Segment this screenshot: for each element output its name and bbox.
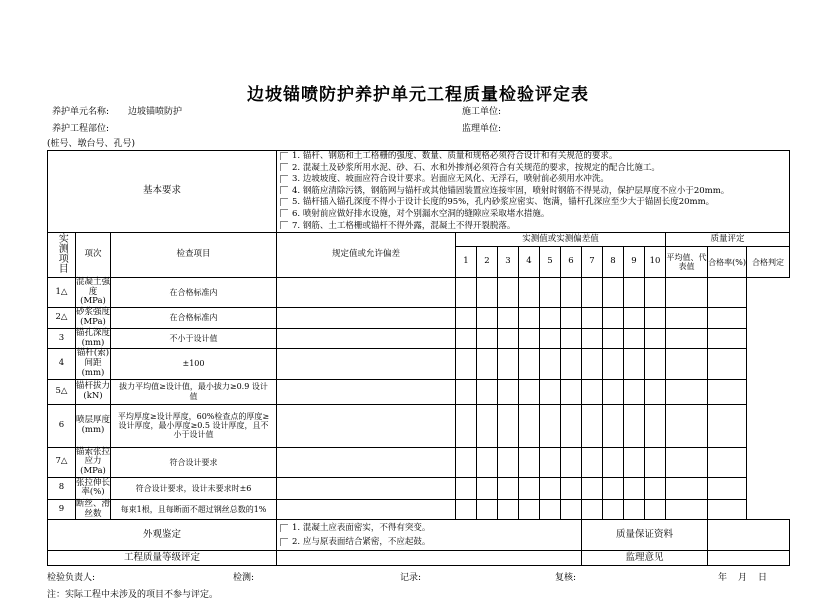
- footer-note: 注：实际工程中未涉及的项目不参与评定。: [47, 590, 219, 601]
- basic-requirement-text: 7. 钢筋、土工格栅或锚杆不得外露，混凝土不得开裂脱落。: [292, 220, 516, 231]
- value-cell[interactable]: [277, 308, 456, 329]
- table-row: [48, 277, 790, 307]
- value-cell[interactable]: [624, 404, 645, 447]
- inspection-table: [47, 150, 790, 566]
- row-spec: ±100: [111, 349, 277, 379]
- row-item: 喷层厚度(mm): [76, 404, 111, 447]
- footer-note-row: [47, 585, 789, 602]
- value-col-header: 5: [540, 247, 561, 278]
- row-spec: 不小于设计值: [111, 328, 277, 349]
- footer-month: 月: [738, 573, 748, 584]
- value-cell[interactable]: [277, 499, 456, 520]
- basic-requirement-item: [280, 163, 789, 175]
- value-cell[interactable]: [477, 379, 498, 404]
- value-cell[interactable]: [708, 499, 747, 520]
- value-cell[interactable]: [666, 328, 708, 349]
- checkbox[interactable]: [280, 175, 288, 183]
- value-cell[interactable]: [277, 447, 456, 477]
- value-cell[interactable]: [645, 499, 666, 520]
- basic-requirement-item: [280, 197, 789, 209]
- value-cell[interactable]: [603, 308, 624, 329]
- value-cell[interactable]: [645, 404, 666, 447]
- value-col-header: 2: [477, 247, 498, 278]
- value-cell[interactable]: [708, 349, 747, 379]
- grade-label: 工程质量等级评定: [48, 551, 277, 566]
- value-cell[interactable]: [603, 447, 624, 477]
- value-cell[interactable]: [498, 328, 519, 349]
- value-cell[interactable]: [645, 308, 666, 329]
- value-cell[interactable]: [519, 379, 540, 404]
- row-no: 1△: [48, 277, 76, 307]
- basic-requirement-item: [280, 174, 789, 186]
- value-col-header: 3: [498, 247, 519, 278]
- checkbox[interactable]: [280, 538, 288, 546]
- row-no: 9: [48, 499, 76, 520]
- value-col-header: 9: [624, 247, 645, 278]
- value-cell[interactable]: [582, 447, 603, 477]
- header-item: 检查项目: [111, 233, 277, 278]
- appearance-label: 外观鉴定: [48, 520, 277, 551]
- header-spec: 规定值或允许偏差: [277, 233, 456, 278]
- value-cell[interactable]: [456, 328, 477, 349]
- header-quality: 质量评定: [666, 233, 790, 247]
- main-content: [47, 150, 789, 602]
- value-cell[interactable]: [666, 404, 708, 447]
- basic-requirement-text: 1. 锚杆、钢筋和土工格栅的强度、数量、质量和规格必须符合设计和有关规范的要求。: [292, 151, 618, 161]
- value-cell[interactable]: [624, 379, 645, 404]
- header-judge: 合格判定: [747, 247, 790, 278]
- unit-name-label: 养护单元名称:: [52, 107, 110, 117]
- value-cell[interactable]: [624, 277, 645, 307]
- header-rate: 合格率(%): [708, 247, 747, 278]
- value-cell[interactable]: [666, 277, 708, 307]
- value-cell[interactable]: [540, 447, 561, 477]
- unit-name-value: 边坡锚喷防护: [128, 107, 183, 117]
- supervision-opinion-label: 监理意见: [582, 551, 708, 566]
- value-cell[interactable]: [645, 447, 666, 477]
- value-cell[interactable]: [561, 499, 582, 520]
- basic-requirements-row: [48, 151, 790, 233]
- value-cell[interactable]: [519, 404, 540, 447]
- value-cell[interactable]: [645, 277, 666, 307]
- table-row: [48, 379, 790, 404]
- value-cell[interactable]: [666, 379, 708, 404]
- value-cell[interactable]: [477, 499, 498, 520]
- value-cell[interactable]: [519, 349, 540, 379]
- value-col-header: 6: [561, 247, 582, 278]
- checkbox[interactable]: [280, 198, 288, 206]
- value-cell[interactable]: [561, 477, 582, 499]
- row-spec: 每束1根，且每断面不超过钢丝总数的1%: [111, 499, 277, 520]
- footer-review: 复核:: [555, 573, 577, 584]
- value-cell[interactable]: [603, 328, 624, 349]
- row-item: 锚孔深度(mm): [76, 327, 111, 348]
- value-cell[interactable]: [456, 404, 477, 447]
- value-cell[interactable]: [708, 447, 747, 477]
- checkbox[interactable]: [280, 524, 288, 532]
- value-cell[interactable]: [624, 499, 645, 520]
- value-cell[interactable]: [540, 277, 561, 307]
- basic-requirement-text: 3. 边坡坡度、坡面应符合设计要求。岩面应无风化、无浮石，喷射前必须用水冲洗。: [292, 174, 609, 185]
- basic-requirement-item: [280, 209, 789, 221]
- value-cell[interactable]: [498, 447, 519, 477]
- value-cell[interactable]: [582, 379, 603, 404]
- value-col-header: 8: [603, 247, 624, 278]
- basic-requirement-item: [280, 186, 789, 198]
- row-spec: 在合格标准内: [111, 277, 277, 307]
- checkbox[interactable]: [280, 209, 288, 217]
- value-cell[interactable]: [456, 277, 477, 307]
- value-cell[interactable]: [540, 477, 561, 499]
- appearance-text: 2. 应与原表面结合紧密，不应起鼓。: [292, 537, 431, 548]
- value-cell[interactable]: [603, 349, 624, 379]
- row-item: 张拉伸长率(%): [76, 477, 111, 498]
- value-cell[interactable]: [477, 477, 498, 499]
- project-part-label: 养护工程部位:: [52, 124, 110, 134]
- value-cell[interactable]: [540, 379, 561, 404]
- value-cell[interactable]: [277, 404, 456, 447]
- value-cell[interactable]: [540, 499, 561, 520]
- row-no: 7△: [48, 447, 76, 477]
- value-cell[interactable]: [498, 349, 519, 379]
- value-cell[interactable]: [456, 308, 477, 329]
- header-avg: 平均值、代表值: [666, 247, 708, 278]
- value-cell[interactable]: [277, 379, 456, 404]
- basic-requirement-text: 4. 钢筋应清除污锈，钢筋网与锚杆或其他锚固装置应连接牢固，喷射时钢筋不得晃动，保护层厚度不应小于20mm。: [292, 185, 730, 196]
- value-cell[interactable]: [456, 499, 477, 520]
- value-cell[interactable]: [624, 328, 645, 349]
- value-cell[interactable]: [561, 308, 582, 329]
- supervision-unit-label: 监理单位:: [462, 124, 502, 134]
- value-cell[interactable]: [603, 499, 624, 520]
- row-spec: 拔力平均值≥设计值，最小拔力≥0.9 设计值: [111, 379, 277, 404]
- value-cell[interactable]: [498, 277, 519, 307]
- value-cell[interactable]: [561, 447, 582, 477]
- value-cell[interactable]: [498, 379, 519, 404]
- row-item: 锚杆拔力(kN): [76, 379, 111, 404]
- qa-label: 质量保证资料: [582, 520, 708, 551]
- appearance-item: [280, 521, 581, 535]
- footer-day: 日: [758, 573, 768, 584]
- value-cell[interactable]: [603, 277, 624, 307]
- page-title: 边坡锚喷防护养护单元工程质量检验评定表: [247, 85, 589, 105]
- value-col-header: 7: [582, 247, 603, 278]
- value-cell[interactable]: [519, 308, 540, 329]
- grade-row: [48, 551, 790, 566]
- value-cell[interactable]: [582, 349, 603, 379]
- value-cell[interactable]: [708, 477, 747, 499]
- value-cell[interactable]: [603, 404, 624, 447]
- basic-requirement-item: [280, 151, 789, 163]
- value-col-header: 1: [456, 247, 477, 278]
- value-cell[interactable]: [498, 308, 519, 329]
- value-cell[interactable]: [456, 349, 477, 379]
- value-cell[interactable]: [277, 277, 456, 307]
- value-cell[interactable]: [561, 379, 582, 404]
- table-row: [48, 349, 790, 379]
- supervision-opinion-value[interactable]: [708, 551, 790, 566]
- basic-requirement-text: 5. 锚杆插入锚孔深度不得小于设计长度的95%，孔内砂浆应密实、饱满，锚杆孔深应至少大于锚固长度20mm。: [292, 197, 715, 208]
- value-cell[interactable]: [456, 379, 477, 404]
- grade-value[interactable]: [277, 551, 582, 566]
- value-cell[interactable]: [561, 349, 582, 379]
- table-row: [48, 447, 790, 477]
- value-cell[interactable]: [582, 277, 603, 307]
- row-item: 断丝、滑丝数: [76, 498, 111, 519]
- value-cell[interactable]: [666, 477, 708, 499]
- value-cell[interactable]: [582, 477, 603, 499]
- row-spec: 符合设计要求: [111, 447, 277, 477]
- value-cell[interactable]: [561, 328, 582, 349]
- row-no: 5△: [48, 379, 76, 404]
- row-no: 3: [48, 328, 76, 349]
- row-item: 锚索张拉应力(MPa): [76, 446, 111, 477]
- basic-requirements-label: 基本要求: [48, 151, 277, 233]
- value-col-header: 10: [645, 247, 666, 278]
- value-col-header: 4: [519, 247, 540, 278]
- value-cell[interactable]: [624, 349, 645, 379]
- appearance-row: [48, 520, 790, 551]
- checkbox[interactable]: [280, 163, 288, 171]
- row-no: 4: [48, 349, 76, 379]
- appearance-item: [280, 535, 581, 549]
- table-row: [48, 404, 790, 447]
- basic-requirements-list: [277, 151, 790, 233]
- value-cell[interactable]: [708, 379, 747, 404]
- pile-label: (桩号、墩台号、孔号): [47, 139, 136, 149]
- appearance-list: [277, 520, 582, 551]
- value-cell[interactable]: [582, 308, 603, 329]
- value-cell[interactable]: [603, 379, 624, 404]
- checkbox[interactable]: [280, 221, 288, 229]
- table-row: [48, 477, 790, 499]
- value-cell[interactable]: [498, 477, 519, 499]
- row-item: 混凝土强度(MPa): [76, 276, 111, 307]
- value-cell[interactable]: [645, 379, 666, 404]
- row-spec: 符合设计要求，设计未要求时±6: [111, 477, 277, 499]
- construction-unit-label: 施工单位:: [462, 107, 502, 117]
- value-cell[interactable]: [666, 447, 708, 477]
- value-cell[interactable]: [277, 349, 456, 379]
- header-no: 项次: [76, 233, 111, 278]
- row-item: 锚杆(索)间距(mm): [76, 348, 110, 378]
- footer-year: 年: [718, 573, 728, 584]
- table-row: [48, 308, 790, 329]
- value-cell[interactable]: [645, 349, 666, 379]
- value-cell[interactable]: [498, 404, 519, 447]
- value-cell[interactable]: [666, 308, 708, 329]
- value-cell[interactable]: [645, 328, 666, 349]
- value-cell[interactable]: [456, 447, 477, 477]
- row-no: 6: [48, 404, 76, 447]
- value-cell[interactable]: [708, 308, 747, 329]
- value-cell[interactable]: [540, 404, 561, 447]
- value-cell[interactable]: [519, 328, 540, 349]
- footer-signatures: [47, 568, 789, 585]
- value-cell[interactable]: [519, 277, 540, 307]
- row-no: 2△: [48, 308, 76, 329]
- checkbox[interactable]: [280, 186, 288, 194]
- value-cell[interactable]: [666, 349, 708, 379]
- checkbox[interactable]: [280, 152, 288, 160]
- header-values: 实测值或实测偏差值: [456, 233, 666, 247]
- footer-testing: 检测:: [233, 573, 255, 584]
- value-cell[interactable]: [277, 328, 456, 349]
- table-row: [48, 499, 790, 520]
- value-cell[interactable]: [645, 477, 666, 499]
- value-cell[interactable]: [477, 277, 498, 307]
- value-cell[interactable]: [277, 477, 456, 499]
- qa-value[interactable]: [708, 520, 790, 551]
- value-cell[interactable]: [519, 447, 540, 477]
- value-cell[interactable]: [540, 349, 561, 379]
- value-cell[interactable]: [624, 477, 645, 499]
- value-cell[interactable]: [477, 308, 498, 329]
- measured-side-label: 实测项目: [48, 233, 76, 278]
- footer-record: 记录:: [400, 573, 422, 584]
- value-cell[interactable]: [477, 328, 498, 349]
- value-cell[interactable]: [477, 404, 498, 447]
- value-cell[interactable]: [582, 404, 603, 447]
- value-cell[interactable]: [477, 447, 498, 477]
- value-cell[interactable]: [708, 404, 747, 447]
- row-spec: 在合格标准内: [111, 308, 277, 329]
- value-cell[interactable]: [519, 499, 540, 520]
- value-cell[interactable]: [456, 477, 477, 499]
- value-cell[interactable]: [498, 499, 519, 520]
- value-cell[interactable]: [582, 328, 603, 349]
- value-cell[interactable]: [540, 308, 561, 329]
- value-cell[interactable]: [477, 349, 498, 379]
- table-row: [48, 328, 790, 349]
- basic-requirement-item: [280, 221, 789, 233]
- value-cell[interactable]: [561, 404, 582, 447]
- footer-inspector: 检验负责人:: [47, 573, 96, 584]
- value-cell[interactable]: [561, 277, 582, 307]
- value-cell[interactable]: [540, 328, 561, 349]
- basic-requirement-text: 2. 混凝土及砂浆所用水泥、砂、石、水和外掺剂必须符合有关规范的要求，按规定的配合比施工。: [292, 162, 660, 173]
- basic-requirement-text: 6. 喷射前应做好排水设施，对个别漏水空洞的缝隙应采取堵水措施。: [292, 208, 550, 219]
- value-cell[interactable]: [519, 477, 540, 499]
- row-item: 砂浆强度(MPa): [76, 307, 111, 327]
- row-spec: 平均厚度≥设计厚度，60%检查点的厚度≥设计厚度，最小厚度≥0.5 设计厚度，且不小于设计值: [111, 404, 277, 447]
- value-cell[interactable]: [624, 308, 645, 329]
- value-cell[interactable]: [666, 499, 708, 520]
- value-cell[interactable]: [582, 499, 603, 520]
- value-cell[interactable]: [624, 447, 645, 477]
- row-no: 8: [48, 477, 76, 499]
- value-cell[interactable]: [603, 477, 624, 499]
- value-cell[interactable]: [708, 277, 747, 307]
- value-cell[interactable]: [708, 328, 747, 349]
- appearance-text: 1. 混凝土应表面密实，不得有突变。: [292, 523, 431, 534]
